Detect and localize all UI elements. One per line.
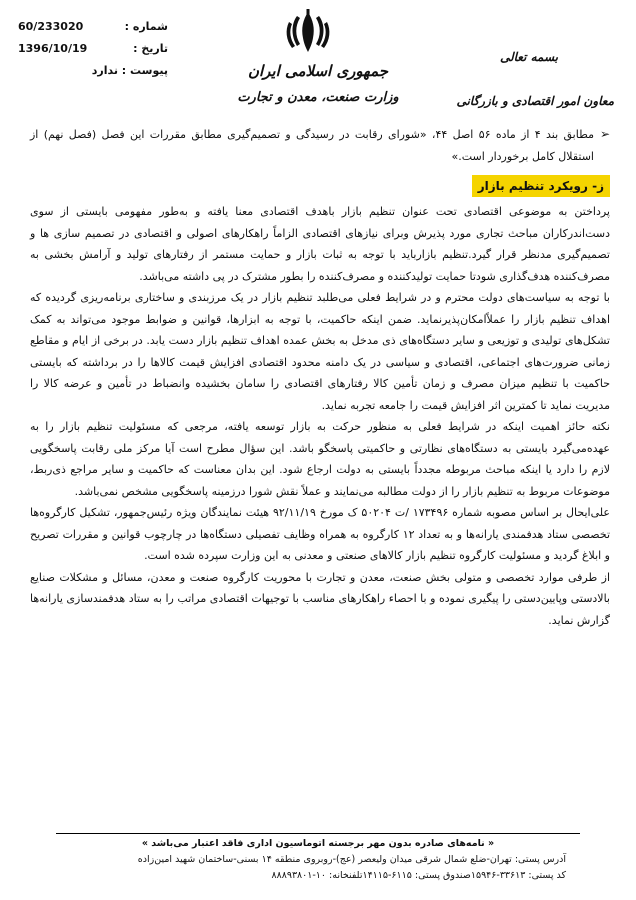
- letter-date-row: [18, 38, 168, 60]
- letter-number-value: 60/233020: [18, 20, 84, 33]
- basmala: بسمه تعالی: [499, 50, 558, 64]
- bullet-text: مطابق بند ۴ از ماده ۵۶ اصل ۴۴، «شورای رقابت در رسیدگی و تصمیم‌گیری مطابق مقررات این فصل (فصل نهم) از استقلال کامل برخوردار است.»: [30, 128, 594, 163]
- letter-number-label: شماره :: [124, 20, 168, 33]
- footer-contact: کد پستی: ۳۳۶۱۳-۱۵۹۴۶صندوق پستی: ۶۱۱۵-۱۴۱۱۵تلفنخانه: ۱۰-۸۸۸۹۳۸۰۱: [271, 870, 566, 881]
- iran-emblem-icon: [283, 8, 333, 56]
- paragraph-1: پرداختن به موضوعی اقتصادی تحت عنوان تنظیم بازار باهدف اقتصادی معنا یافته و به‌طور مفهومی بایستی از سوی دست‌اندرکاران مباحث تجاری مورد پذیرش وبرای نیازهای اقتصادی الزاماً راهکارهای اصولی و اقتصادی در تصمیم سازی ها و تصمیم‌گیری مدنظر قرار گیرد.تنظیم بازارباید با توجه به ثبات بازار و حمایت مستمر از رفتارهای تولید و آرامش بخشی به مصرف‌کننده هدف‌گذاری شودتا حمایت تولیدکننده و مصرف‌کننده را بطور مشترک در پی داشته می‌باشد.: [30, 205, 610, 283]
- footer-address: آدرس پستی: تهران-ضلع شمال شرقی میدان ولیعصر (عج)-روبروی منطقه ۱۴ بسنی-ساختمان شهید امین‌زاده: [137, 854, 566, 865]
- paragraph-5: از طرفی موارد تخصصی و متولی بخش صنعت، معدن و تجارت با محوریت کارگروه صنعت و معدن، مسائل و مشکلات صنایع بالادستی وپایین‌دستی را پیگیری نموده و با احصاء راهکارهای مناسب با توجیهات اقتصادی مراتب را به ستاد هدفمندسازی یارانه‌ها گزارش نماید.: [30, 570, 610, 627]
- letter-footer: [0, 836, 636, 884]
- footer-note: « نامه‌های صادره بدون مهر برجسته اتوماسیون اداری فاقد اعتبار می‌باشد »: [141, 838, 495, 849]
- letter-date-label: تاریخ :: [133, 42, 168, 55]
- section-heading: ز- رویکرد تنظیم بازار: [472, 175, 610, 197]
- letter-attachment-label: پیوست : ندارد: [91, 64, 168, 77]
- letter-date-value: 1396/10/19: [18, 42, 88, 55]
- paragraph-3: نکته حائز اهمیت اینکه در شرایط فعلی به منظور حرکت به بازار توسعه یافته، مرجعی که مسئولیت تنظیم بازار را به عهده‌می‌گیرد بایستی به دستگاه‌های نظارتی و حاکمیتی پاسخگو باشد. این سؤال مطرح است آیا مرکز ملی رقابت پاسخگویی لازم را دارد یا اینکه مباحث مربوطه مجدداً بایستی به دولت ارجاع شود. این بدان معناست که حاکمیت و سایر مراجع ذی‌ربط، موضوعات مربوط به تنظیم بازار را از دولت مطالبه می‌نمایند و عملاً نقش شورا درزمینه پاسخگویی مشخص نمی‌باشد.: [30, 420, 610, 498]
- deputy-title: معاون امور اقتصادی و بازرگانی: [456, 94, 614, 108]
- letter-number-row: [18, 16, 168, 38]
- letter-meta: [18, 16, 168, 82]
- paragraph-4: علی‌ایحال بر اساس مصوبه شماره ۱۷۳۴۹۶ /ت ۵۰۲۰۴ ک‌ مورخ ۹۲/۱۱/۱۹ هیئت نمایندگان ویژه رئیس‌جمهور، تشکیل کارگروه‌ها تخصصی ستاد هدفمندی یارانه‌ها و به تعداد ۱۲ کارگروه به همراه وظایف تفصیلی دستگاه‌ها در چارچوب قوانین و مقررات تصریح و ابلاغ گردید و مسئولیت کارگروه تنظیم بازار کالاهای صنعتی و معدنی به این وزارت سپرده شده است.: [30, 506, 611, 562]
- republic-title: جمهوری اسلامی ایران: [247, 62, 389, 80]
- bullet-item: [30, 124, 610, 167]
- letterhead: [0, 0, 636, 120]
- section-heading-wrap: [30, 173, 610, 201]
- letter-body: [30, 124, 610, 631]
- ministry-title: وزارت صنعت، معدن و تجارت: [237, 90, 399, 105]
- letter-attachment-row: [18, 60, 168, 82]
- footer-divider: [56, 833, 580, 834]
- arrow-bullet-icon: ➢: [599, 127, 610, 141]
- paragraph-2: با توجه به سیاست‌های دولت محترم و در شرایط فعلی می‌طلبد تنظیم بازار در یک مرزبندی و ساختاری برنامه‌ریزی گردیده که اهداف تنظیم بازار را عملاًامکان‌پذیرنماید. ضمن اینکه حاکمیت، با توجه به ابزارها، قوانین و ضوابط موجود می‌تواند به کمک تشکل‌های تولیدی و توزیعی و سایر دستگاه‌های ذی مدخل به بخش عمده اهداف تنظیم بازار دست یابد. در برخی از ایام و مقاطع زمانی ضرورت‌های اجتماعی، اقتصادی و سیاسی در یک دامنه محدود اقتصادی افزایش قیمت کالاها را در برداشته که بایستی حاکمیت با تنظیم میزان مصرف و زمان تأمین کالا رفتارهای اقتصادی را سامان بخشیده وانضباط در تأمین و عرضه کالا را مدیریت نماید تا کمترین اثر افزایش قیمت را جامعه تجربه نماید.: [30, 291, 610, 412]
